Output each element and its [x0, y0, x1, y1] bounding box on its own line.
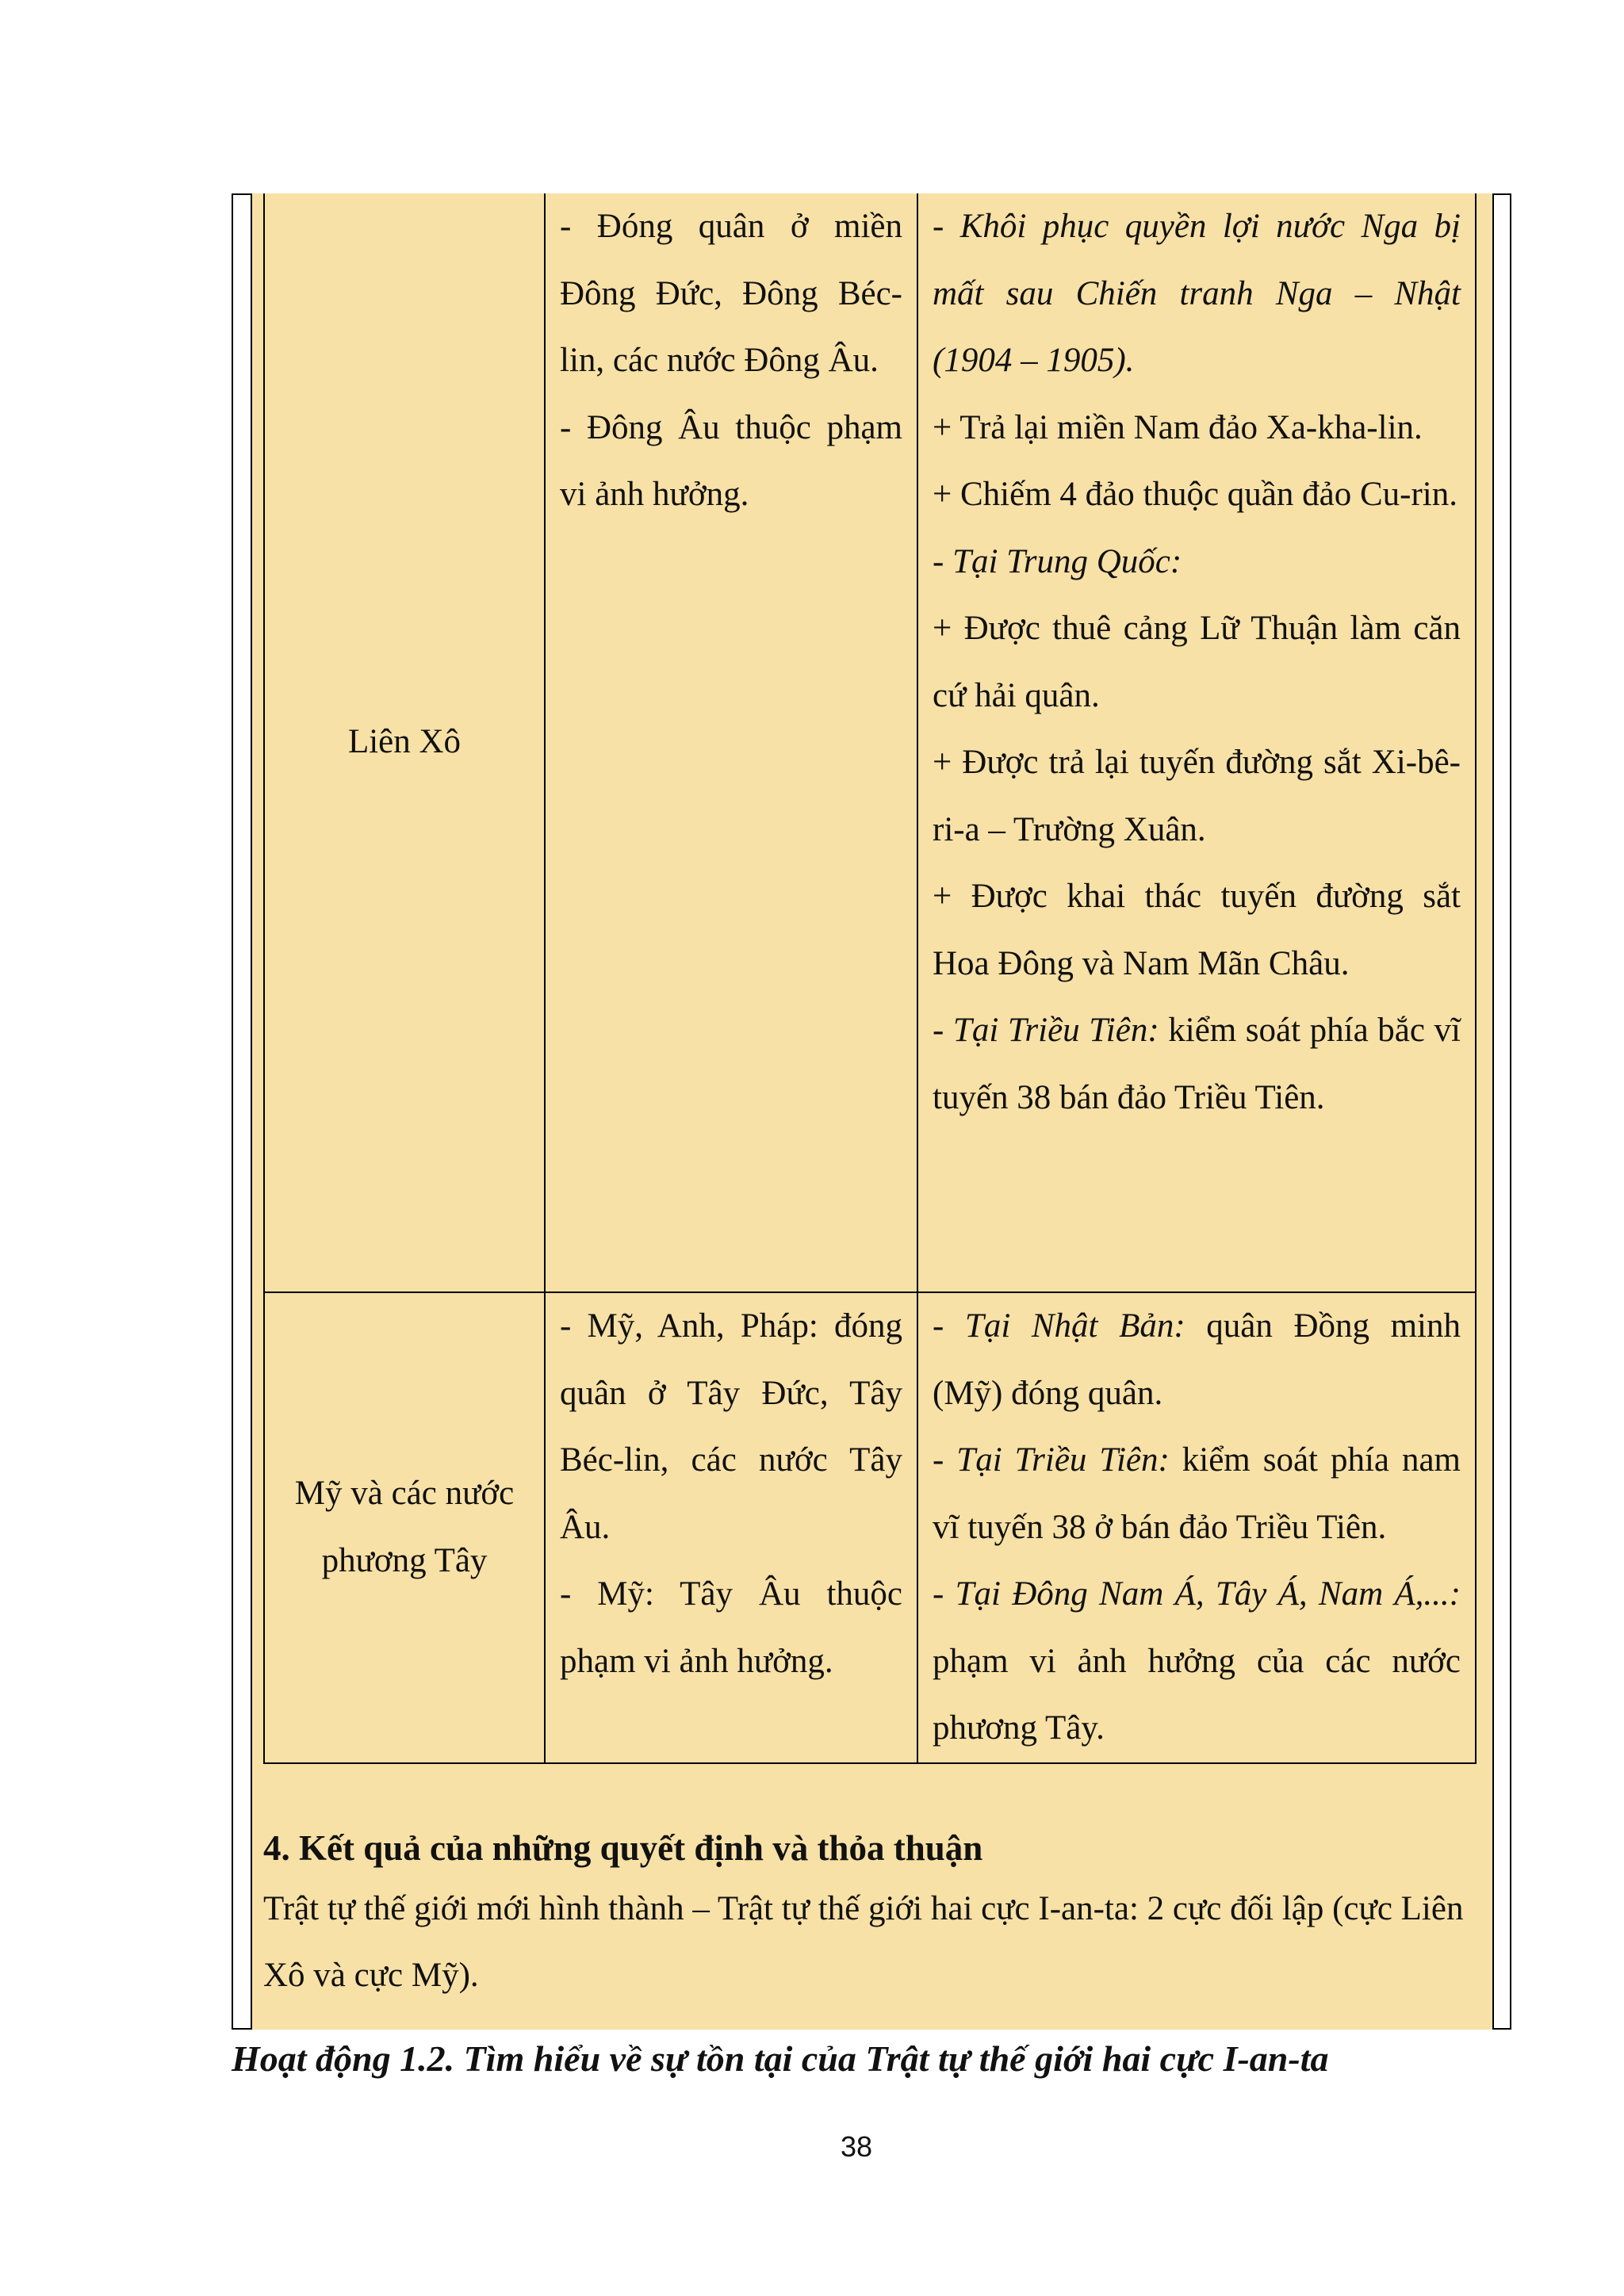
- rights-item-lead: - Tại Đông Nam Á, Tây Á, Nam Á,...:: [933, 1575, 1461, 1613]
- rights-item: [933, 1293, 1461, 1427]
- rights-item-text: quân Đồng minh (Mỹ) đóng quân.: [933, 1307, 1461, 1412]
- rights-item-text: kiểm soát phía nam vĩ tuyến 38 ở bán đảo Triều Tiên.: [933, 1441, 1461, 1546]
- rights-item-text: phạm vi ảnh hưởng của các nước phương Tây.: [933, 1642, 1461, 1747]
- action-item: - Mỹ, Anh, Pháp: đóng quân ở Tây Đức, Tây Béc-lin, các nước Tây Âu.: [560, 1307, 902, 1546]
- rights-item: - Khôi phục quyền lợi nước Nga bị mất sau Chiến tranh Nga – Nhật (1904 – 1905).: [933, 208, 1461, 379]
- action-item: - Đông Âu thuộc phạm vi ảnh hưởng.: [560, 408, 902, 513]
- spheres-of-influence-table: [263, 193, 1477, 1764]
- table-row: [264, 1292, 1476, 1763]
- action-item: - Mỹ: Tây Âu thuộc phạm vi ảnh hưởng.: [560, 1575, 902, 1680]
- rights-item: [933, 997, 1461, 1131]
- rights-item: [933, 1427, 1461, 1561]
- rights-item-lead: - Tại Triều Tiên:: [933, 1012, 1159, 1049]
- actions-cell: [545, 1292, 917, 1763]
- rights-item: + Chiếm 4 đảo thuộc quần đảo Cu-rin.: [933, 476, 1457, 513]
- activity-heading: Hoạt động 1.2. Tìm hiểu về sự tồn tại của Trật tự thế giới hai cực I-an-ta: [232, 2038, 1329, 2079]
- result-section: [263, 1820, 1484, 2009]
- rights-item-lead: - Tại Triều Tiên:: [933, 1441, 1170, 1479]
- rights-item-lead: - Tại Nhật Bản:: [933, 1307, 1185, 1345]
- page-number: 38: [840, 2130, 873, 2163]
- rights-item-text: kiểm soát phía bắc vĩ tuyến 38 bán đảo Triều Tiên.: [933, 1012, 1461, 1116]
- section-text: Trật tự thế giới mới hình thành – Trật tự thế giới hai cực I-an-ta: 2 cực đối lập (cực Liên Xô và cực Mỹ).: [263, 1890, 1464, 1994]
- actions-cell: [545, 193, 917, 1292]
- rights-cell: [917, 193, 1476, 1292]
- section-heading: 4. Kết quả của những quyết định và thỏa thuận: [263, 1828, 983, 1868]
- rights-cell: [917, 1292, 1476, 1763]
- rights-item: + Được khai thác tuyến đường sắt Hoa Đông và Nam Mãn Châu.: [933, 878, 1461, 982]
- table-row: [264, 193, 1476, 1292]
- country-cell: [264, 193, 545, 1292]
- action-item: - Đóng quân ở miền Đông Đức, Đông Béc-lin, các nước Đông Âu.: [560, 208, 902, 379]
- rights-item: + Được trả lại tuyến đường sắt Xi-bê-ri-a – Trường Xuân.: [933, 744, 1461, 848]
- country-name: Mỹ và các nước phương Tây: [294, 1475, 515, 1579]
- country-cell: [264, 1292, 545, 1763]
- rights-subheading: - Tại Trung Quốc:: [933, 542, 1182, 580]
- rights-item: [933, 1561, 1461, 1762]
- rights-item: + Trả lại miền Nam đảo Xa-kha-lin.: [933, 408, 1423, 446]
- country-name: Liên Xô: [347, 723, 462, 761]
- rights-item: + Được thuê cảng Lữ Thuận làm căn cứ hải quân.: [933, 610, 1461, 714]
